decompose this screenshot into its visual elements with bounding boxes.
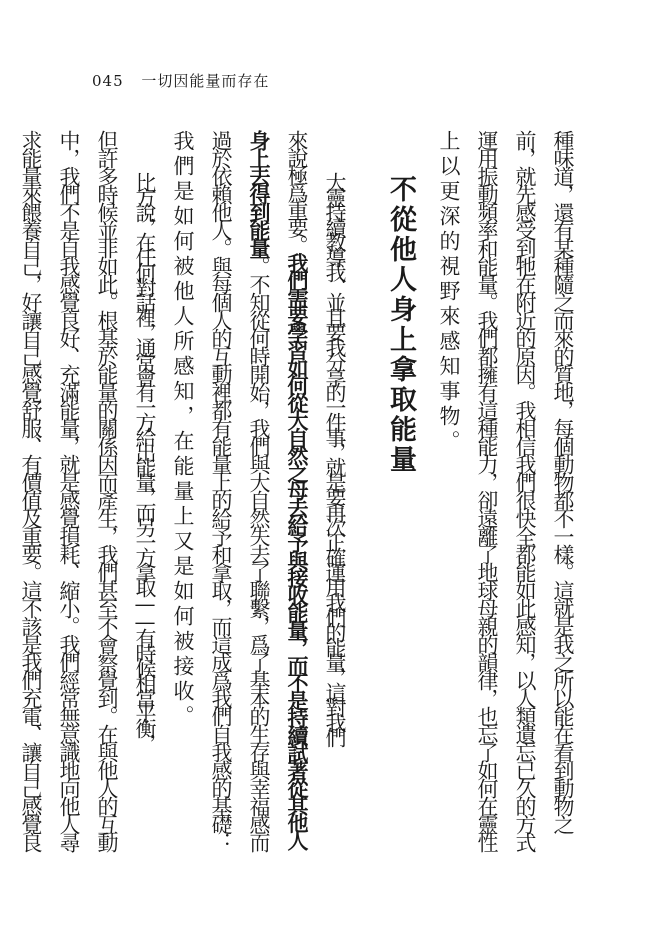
text-segment: 中，我們不是自我感覺良好、充滿能量，就是感覺損耗、縮小。我們經常無意識地向他人尋 bbox=[57, 130, 81, 850]
text-segment: 求能量來餵養自己，好讓自己感覺舒服、有價值及重要。這不該是我們充電、讓自己感覺良 bbox=[19, 130, 43, 850]
text-segment: 種味道，還有某種隨之而來的質地，每個動物都不一樣。這就是我之所以能在看到動物之 bbox=[551, 130, 575, 832]
text-segment: 上以更深的視野來感知事物。 bbox=[437, 130, 461, 455]
text-segment: 過於依賴他人。與每個人的互動裡都有能量上的給予和拿取，而這成爲我們自我感的基礎： bbox=[209, 130, 233, 850]
text-column-1 bbox=[552, 130, 573, 850]
text-column-9 bbox=[172, 130, 193, 850]
text-column-2 bbox=[514, 130, 535, 850]
text-segment: 運用振動頻率和能量。我們都擁有這種能力，卻遠離了地球母親的韻律，也忘了如何在靈性 bbox=[475, 130, 499, 850]
text-segment: 來說極爲重要。 bbox=[285, 130, 309, 253]
text-column-7 bbox=[248, 130, 269, 850]
text-segment: 大靈持續教導我、並且要我分享的一件事，就是要再次正確運用我們的能量，這對我們 bbox=[323, 172, 347, 742]
text-column-5 bbox=[324, 130, 345, 892]
section-heading: 不從他人身上拿取能量 bbox=[385, 175, 416, 475]
text-segment-bold: 身上去得到能量 bbox=[247, 130, 271, 256]
text-column-3 bbox=[476, 130, 497, 850]
text-segment: 前，就先感受到牠在附近的原因。我相信我們很快全都能如此感知，以人類遺忘已久的方式 bbox=[513, 130, 537, 850]
text-column-8 bbox=[210, 130, 231, 850]
text-segment-bold: 我們需要學習如何從大自然之母去給予與接收能量，而不是持續試著從其他人 bbox=[285, 252, 309, 848]
text-column-13 bbox=[20, 130, 41, 850]
text-column-6 bbox=[286, 130, 307, 850]
text-segment: 比方說，在任何對話裡，通常會有一方給出能量，而另一方拿取——有時候相當平衡， bbox=[133, 172, 157, 748]
running-head bbox=[92, 70, 269, 91]
text-column-4 bbox=[438, 130, 459, 850]
text-segment: 我們是如何被他人所感知，在能量上又是如何被接收。 bbox=[171, 130, 195, 730]
chapter-title: 一切因能量而存在 bbox=[141, 72, 270, 90]
text-segment: 但許多時候並非如此。根基於能量的關係因而產生，我們甚至不會察覺到。在與他人的互動 bbox=[95, 130, 119, 850]
text-column-11 bbox=[96, 130, 117, 850]
text-column-10 bbox=[134, 130, 155, 892]
page-number: 045 bbox=[92, 72, 124, 90]
text-column-12 bbox=[58, 130, 79, 850]
text-segment: 。不知從何時開始，我們與大自然失去了聯繫，爲了基本的生存與幸福感而 bbox=[247, 256, 271, 850]
